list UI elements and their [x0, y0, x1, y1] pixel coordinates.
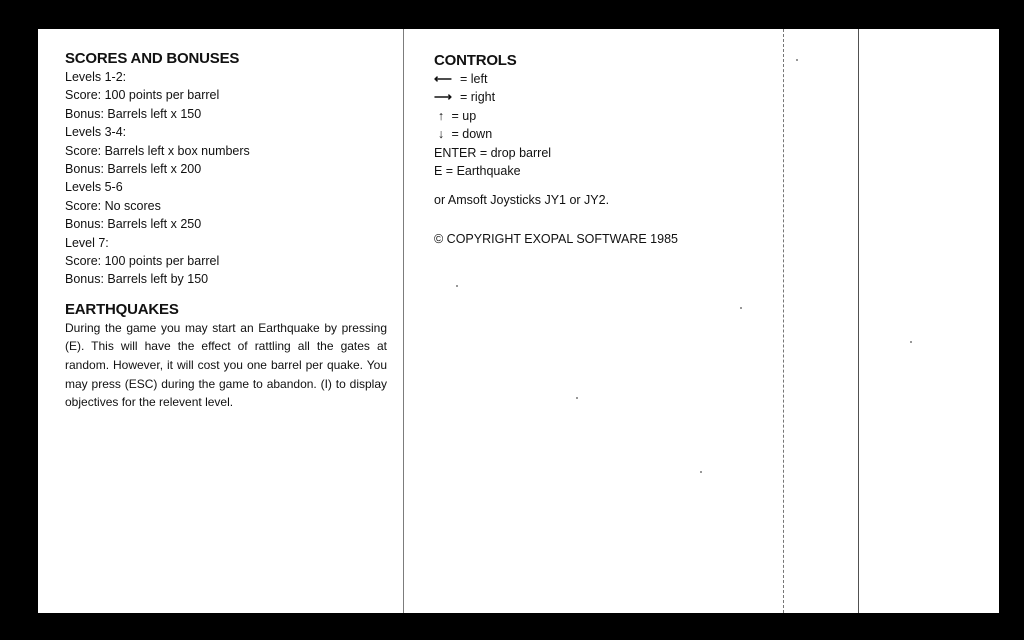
control-right-label: = right	[460, 90, 496, 105]
scores-line: Bonus: Barrels left x 250	[65, 217, 202, 232]
control-down-label: = down	[451, 127, 493, 142]
joysticks-note: or Amsoft Joysticks JY1 or JY2.	[434, 193, 610, 208]
middle-panel	[434, 51, 764, 248]
scores-line: Bonus: Barrels left x 200	[65, 162, 202, 177]
print-speck	[700, 471, 702, 473]
fold-line-spine	[783, 29, 784, 613]
left-panel	[65, 49, 387, 412]
control-left-label: = left	[460, 72, 488, 86]
control-right	[434, 88, 764, 106]
scores-line: Levels 5-6	[65, 180, 123, 195]
control-left	[434, 70, 764, 88]
scores-line: Score: No scores	[65, 198, 161, 213]
scores-line: Score: Barrels left x box numbers	[65, 143, 250, 158]
scores-line: Score: 100 points per barrel	[65, 88, 220, 103]
control-up	[434, 107, 764, 125]
control-enter: ENTER = drop barrel	[434, 145, 552, 160]
scores-heading: SCORES AND BONUSES	[65, 50, 240, 67]
fold-line-left	[403, 29, 404, 613]
controls-heading: CONTROLS	[434, 52, 517, 69]
up-arrow-icon: ↑	[437, 108, 445, 123]
control-up-label: = up	[451, 108, 477, 123]
print-speck	[910, 341, 912, 343]
inlay-card	[38, 29, 999, 613]
down-arrow-icon: ↓	[437, 127, 445, 142]
right-arrow-icon: ⟶	[434, 90, 452, 105]
earthquakes-heading: EARTHQUAKES	[65, 300, 179, 318]
left-arrow-icon: ⟵	[434, 72, 452, 86]
scores-line: Levels 3-4:	[65, 125, 127, 140]
scores-line: Level 7:	[65, 235, 109, 250]
copyright-notice: © COPYRIGHT EXOPAL SOFTWARE 1985	[434, 231, 678, 246]
scores-line: Score: 100 points per barrel	[65, 254, 220, 269]
print-speck	[456, 285, 458, 287]
scores-list	[65, 68, 387, 289]
print-speck	[796, 59, 798, 61]
scores-line: Bonus: Barrels left x 150	[65, 106, 202, 121]
fold-line-right	[858, 29, 859, 613]
print-speck	[576, 397, 578, 399]
control-down	[434, 125, 764, 143]
control-earthquake: E = Earthquake	[434, 164, 521, 179]
print-speck	[740, 307, 742, 309]
scores-line: Bonus: Barrels left by 150	[65, 272, 209, 287]
earthquakes-text: During the game you may start an Earthquake by pressing (E). This will have the effect of rattling all the gates at random. However, it will cost you one barrel per quake. You may press (ESC) during the game to abandon. (I) to display objectives for the relevent level.	[65, 320, 387, 410]
scores-line: Levels 1-2:	[65, 70, 127, 84]
